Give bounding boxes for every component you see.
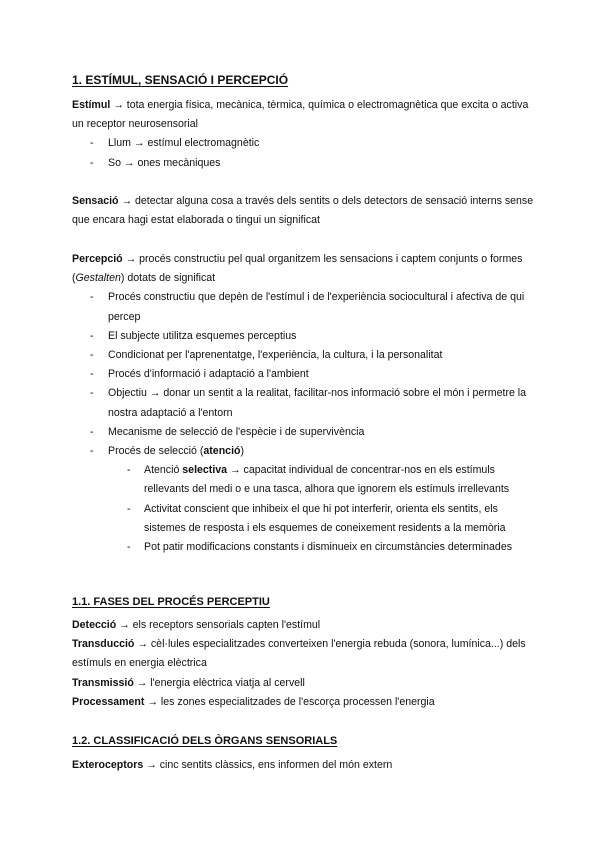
sub-list-item: - Pot patir modificacions constants i disminueix en circumstàncies determinades: [72, 538, 542, 557]
estimul-paragraph: [72, 96, 542, 134]
percepcio-text-b: ) dotats de significat: [120, 272, 216, 285]
organ-row: [72, 756, 542, 775]
percepcio-gestalten: Gestalten: [75, 272, 121, 285]
fase-term: Transducció: [72, 638, 135, 651]
fase-row: [72, 693, 542, 712]
selection-text: Procés de selecció (: [108, 445, 204, 458]
list-item: - Condicionat per l'aprenentatge, l'experiència, la cultura, i la personalitat: [72, 346, 542, 365]
fase-term: Transmissió: [72, 676, 134, 689]
organ-text: → cinc sentits clàssics, ens informen del món extern: [143, 759, 393, 771]
percepcio-list: [72, 288, 542, 461]
organ-term: Exteroceptors: [72, 759, 144, 771]
atencio-sub-a: Atenció: [144, 464, 183, 477]
selection-bold: atenció: [203, 445, 241, 458]
list-item: - Llum → estímul electromagnètic: [72, 134, 542, 153]
selection-close: ): [240, 445, 245, 458]
estimul-text: → tota energia física, mecànica, tèrmica, química o electromagnètica que excita o activa un receptor neurosensorial: [72, 99, 529, 131]
section-1: [72, 72, 542, 88]
fase-text: → cèl·lules especialitzades converteixen l'energia rebuda (sonora, lumínica...) dels estímuls en energia elèctrica: [72, 638, 526, 670]
percepcio-term: Percepció: [72, 253, 123, 265]
fase-text: → les zones especialitzades de l'escorça processen l'energia: [144, 695, 435, 708]
section-1-heading: 1. ESTÍMUL, SENSACIÓ I PERCEPCIÓ: [72, 73, 289, 87]
fase-text: → els receptors sensorials capten l'estímul: [116, 619, 321, 631]
estimul-term: Estímul: [72, 99, 111, 111]
estimul-list: [72, 134, 542, 172]
section-1-1: [72, 594, 542, 610]
fases-list: [72, 616, 542, 712]
sub-list-item: - Activitat conscient que inhibeix el que hi pot interferir, orienta els sentits, els sistemes de resposta i els esquemes de coneixement residents a la memòria: [72, 500, 542, 538]
list-item: - Procés d'informació i adaptació a l'ambient: [72, 365, 542, 384]
list-item: - So → ones mecàniques: [72, 154, 542, 173]
atencio-sub-bold: selectiva: [182, 464, 228, 477]
fase-row: [72, 674, 542, 693]
atencio-sub-b: → capacitat individual de concentrar-nos en els estímuls rellevants del medi o e una tasca, alhora que ignorem els estímuls irrellevants: [144, 464, 510, 496]
atencio-sublist: [72, 461, 542, 557]
list-item: - Mecanisme de selecció de l'espècie i de supervivència: [72, 423, 542, 442]
fase-text: → l'energia elèctrica viatja al cervell: [133, 676, 305, 689]
fase-row: [72, 635, 542, 673]
percepcio-text-a: → procés constructiu pel qual organitzem les sensacions i captem conjunts o formes (: [72, 253, 523, 285]
sub-list-item: [72, 461, 542, 499]
section-1-1-heading: 1.1. FASES DEL PROCÉS PERCEPTIU: [72, 596, 270, 608]
section-1-2-heading: 1.2. CLASSIFICACIÓ DELS ÒRGANS SENSORIALS: [72, 735, 338, 747]
sensacio-paragraph: [72, 192, 542, 230]
section-1-2: [72, 733, 542, 749]
percepcio-definition: [72, 250, 542, 557]
sensacio-definition: [72, 192, 542, 230]
list-item: - Procés constructiu que depèn de l'estímul i de l'experiència sociocultural i afectiva de qui percep: [72, 288, 542, 326]
fase-term: Detecció: [72, 619, 117, 631]
fase-term: Processament: [72, 695, 145, 708]
fase-row: [72, 616, 542, 635]
percepcio-paragraph: [72, 250, 542, 288]
list-item: - El subjecte utilitza esquemes perceptius: [72, 327, 542, 346]
sensacio-text: → detectar alguna cosa a través dels sentits o dels detectors de sensació interns sense que encara hagi estat elaborada o tingui un significat: [72, 195, 534, 227]
sensacio-term: Sensació: [72, 195, 119, 207]
organs-list: [72, 756, 542, 775]
list-item: - Objectiu → donar un sentit a la realitat, facilitar-nos informació sobre el món i permetre la nostra adaptació a l'entorn: [72, 384, 542, 422]
list-item-selection: [72, 442, 542, 461]
estimul-definition: [72, 96, 542, 173]
